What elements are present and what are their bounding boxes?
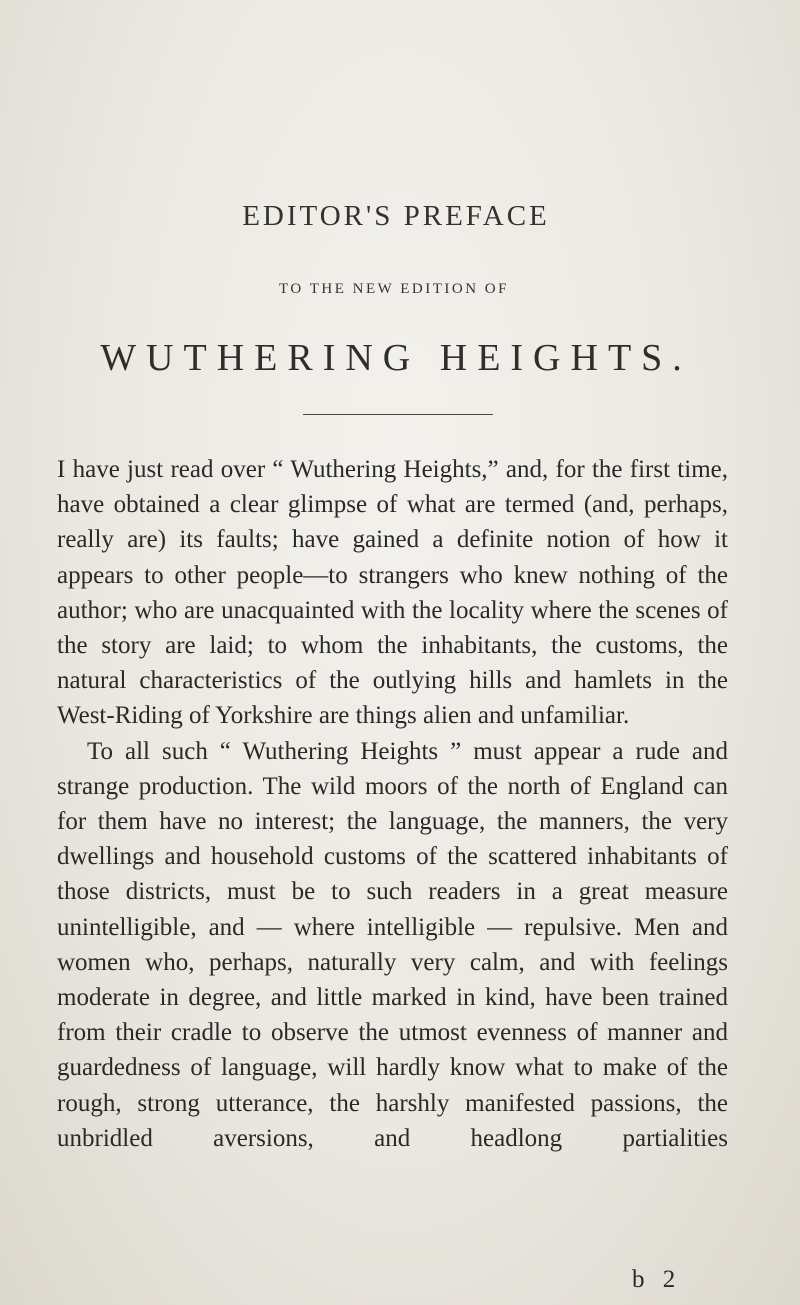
preface-title: EDITOR'S PREFACE [242, 200, 550, 232]
signature-mark: b 2 [632, 1266, 682, 1293]
paragraph-1: I have just read over “ Wuthering Heights,” and, for the first time, have obtained a clear glimpse of what are termed (and, perhaps, really are) its faults; have gained a definite notion of how it appears to other people—to strangers who knew nothing of the author; who are unacquainted with the locality where the scenes of the story are laid; to whom the inhabitants, the customs, the natural characteristics of the outlying hills and hamlets in the West-Riding of Yorkshire are things alien and unfamiliar. [57, 456, 728, 730]
preface-body [57, 452, 728, 1156]
title-divider-rule [303, 414, 493, 415]
preface-subtitle: TO THE NEW EDITION OF [279, 281, 509, 297]
book-title: WUTHERING HEIGHTS. [100, 337, 692, 379]
paragraph-2: To all such “ Wuthering Heights ” must appear a rude and strange production. The wild moors of the north of England can for them have no interest; the language, the manners, the very dwellings and household customs of the scattered inhabitants of those districts, must be to such readers in a great measure unintelligible, and — where intelligible — repulsive. Men and women who, perhaps, naturally very calm, and with feelings moderate in degree, and little marked in kind, have been trained from their cradle to observe the utmost evenness of manner and guardedness of language, will hardly know what to make of the rough, strong utterance, the harshly manifested passions, the unbridled aversions, and headlong partialities [57, 737, 728, 1152]
